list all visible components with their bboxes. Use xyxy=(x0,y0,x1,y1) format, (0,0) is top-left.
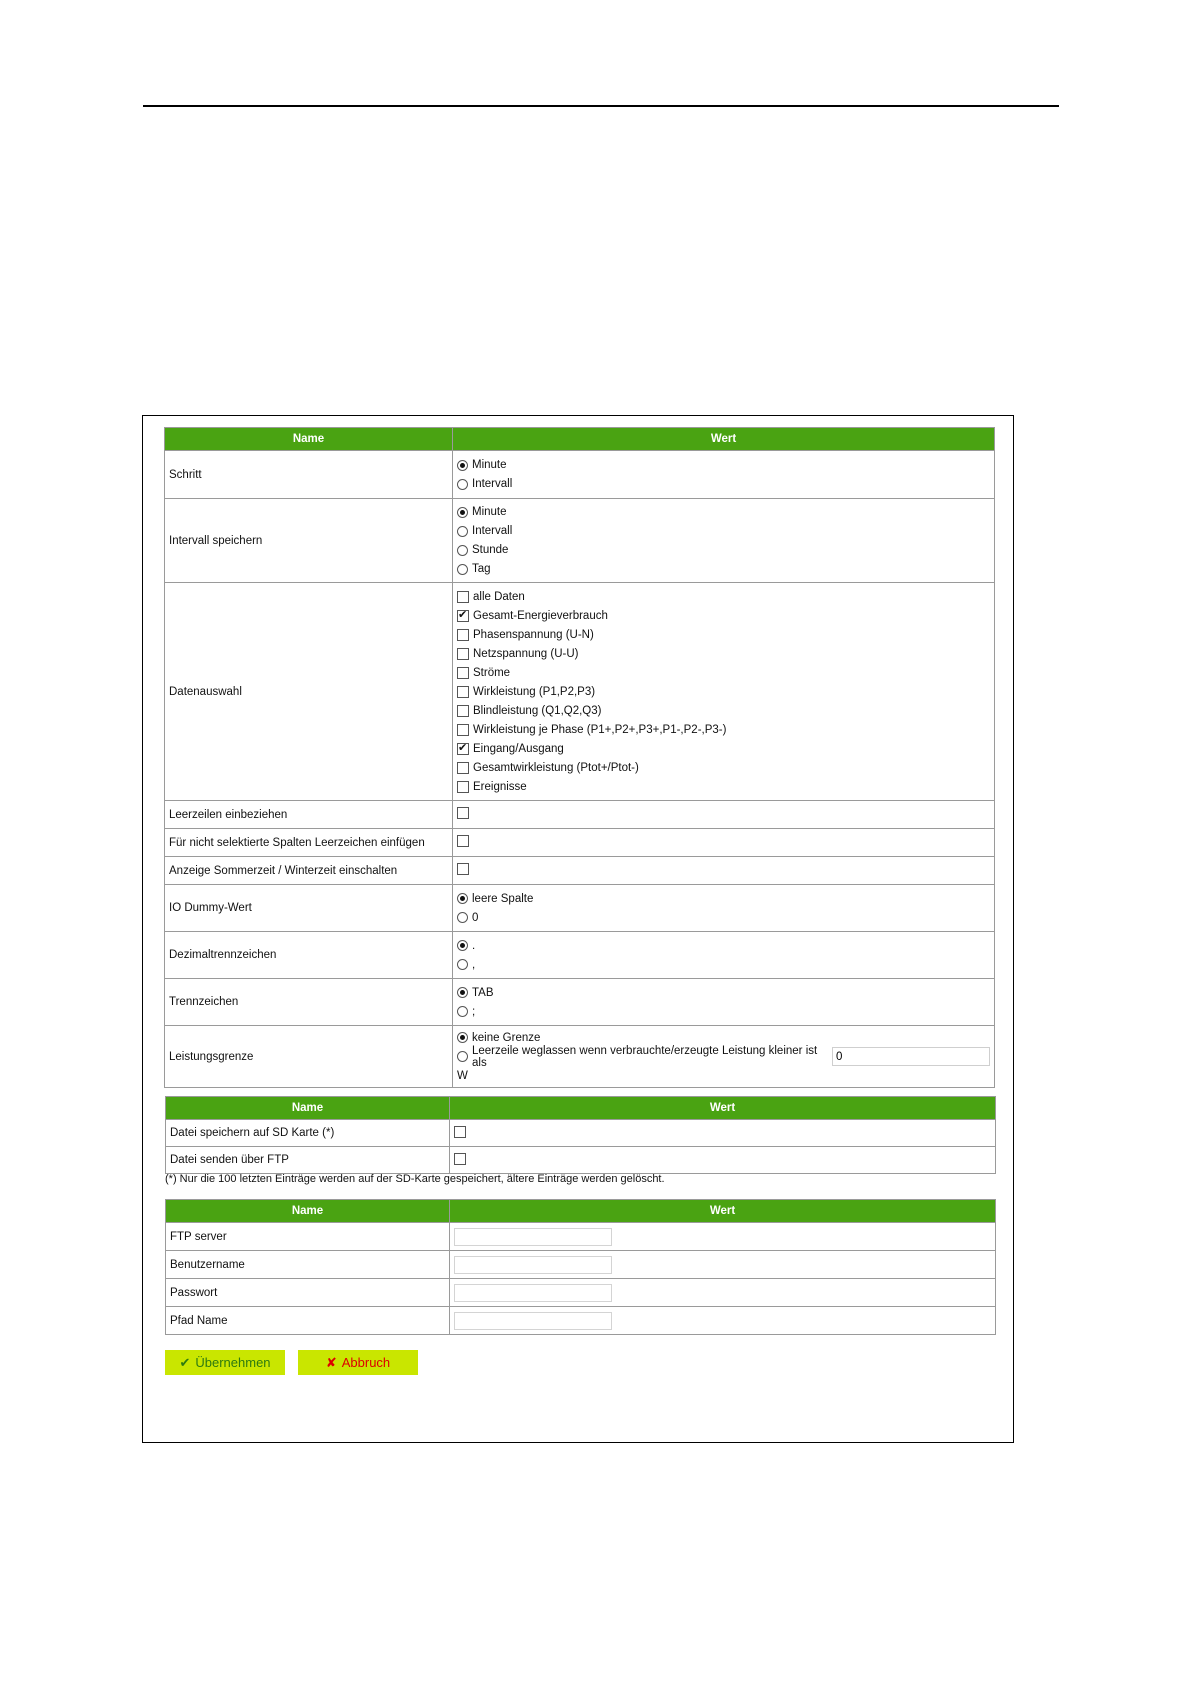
row-label-dummy: IO Dummy-Wert xyxy=(165,885,453,932)
leistung-unit: W xyxy=(457,1069,468,1082)
row-label-ftp-server: FTP server xyxy=(166,1223,450,1251)
dezimal-options xyxy=(453,932,995,979)
radio-icon[interactable] xyxy=(457,1006,468,1017)
column-header-value: Wert xyxy=(450,1097,996,1120)
row-label-dezimal: Dezimaltrennzeichen xyxy=(165,932,453,979)
column-header-value: Wert xyxy=(453,428,995,451)
apply-button[interactable] xyxy=(165,1350,285,1375)
radio-icon[interactable] xyxy=(457,987,468,998)
data-option-blindleistung[interactable]: Blindleistung (Q1,Q2,Q3) xyxy=(457,701,990,720)
ftp-value xyxy=(450,1147,996,1174)
dummy-option-leere-spalte[interactable]: leere Spalte xyxy=(457,889,990,908)
sommerzeit-value xyxy=(453,857,995,885)
leistung-options xyxy=(453,1026,995,1088)
intervall-option-stunde[interactable]: Stunde xyxy=(457,541,990,560)
row-label-leistung: Leistungsgrenze xyxy=(165,1026,453,1088)
radio-icon[interactable] xyxy=(457,959,468,970)
checkbox-icon[interactable] xyxy=(457,667,469,679)
radio-icon[interactable] xyxy=(457,545,468,556)
checkbox-icon[interactable] xyxy=(457,610,469,622)
storage-table xyxy=(165,1096,996,1174)
data-option-netzspannung[interactable]: Netzspannung (U-U) xyxy=(457,644,990,663)
dezimal-option-comma[interactable]: , xyxy=(457,955,990,974)
checkbox-icon[interactable] xyxy=(457,629,469,641)
data-option-alle-daten[interactable]: alle Daten xyxy=(457,587,990,606)
leistung-option-limit[interactable]: Leerzeile weglassen wenn verbrauchte/erzeugte Leistung kleiner ist als 0 xyxy=(457,1047,990,1066)
ftp-server-cell xyxy=(450,1223,996,1251)
leerzeilen-checkbox[interactable] xyxy=(457,807,469,819)
radio-icon[interactable] xyxy=(457,940,468,951)
data-option-ereignisse[interactable]: Ereignisse xyxy=(457,777,990,796)
radio-icon[interactable] xyxy=(457,1051,468,1062)
cancel-button[interactable] xyxy=(298,1350,418,1375)
checkbox-icon[interactable] xyxy=(457,743,469,755)
ftp-server-input[interactable] xyxy=(454,1228,612,1246)
cross-icon: ✘ xyxy=(325,1354,337,1370)
radio-icon[interactable] xyxy=(457,893,468,904)
data-option-stroeme[interactable]: Ströme xyxy=(457,663,990,682)
sd-checkbox[interactable] xyxy=(454,1126,466,1138)
data-option-wirkleistung-je-phase[interactable]: Wirkleistung je Phase (P1+,P2+,P3+,P1-,P2-,P3-) xyxy=(457,720,990,739)
row-label-schritt: Schritt xyxy=(165,451,453,499)
intervall-option-minute[interactable]: Minute xyxy=(457,503,990,522)
trenn-option-semicolon[interactable]: ; xyxy=(457,1002,990,1021)
radio-icon[interactable] xyxy=(457,1032,468,1043)
leerzeichen-value xyxy=(453,829,995,857)
intervall-option-tag[interactable]: Tag xyxy=(457,560,990,579)
row-label-passwort: Passwort xyxy=(166,1279,450,1307)
schritt-option-minute[interactable]: Minute xyxy=(457,456,990,475)
checkbox-icon[interactable] xyxy=(457,705,469,717)
intervall-option-intervall[interactable]: Intervall xyxy=(457,522,990,541)
pfad-input[interactable] xyxy=(454,1312,612,1330)
sd-card-note: (*) Nur die 100 letzten Einträge werden auf der SD-Karte gespeichert, ältere Einträge werden gelöscht. xyxy=(165,1173,665,1185)
leistung-option-keine-grenze[interactable]: keine Grenze xyxy=(457,1028,990,1047)
ftp-table xyxy=(165,1199,996,1335)
row-label-intervall: Intervall speichern xyxy=(165,499,453,583)
row-label-trenn: Trennzeichen xyxy=(165,979,453,1026)
radio-icon[interactable] xyxy=(457,507,468,518)
leerzeilen-value xyxy=(453,801,995,829)
radio-icon[interactable] xyxy=(457,526,468,537)
trenn-option-tab[interactable]: TAB xyxy=(457,983,990,1002)
checkbox-icon[interactable] xyxy=(457,648,469,660)
export-settings-table xyxy=(164,427,995,1088)
row-label-leerzeichen: Für nicht selektierte Spalten Leerzeichen einfügen xyxy=(165,829,453,857)
pfad-cell xyxy=(450,1307,996,1335)
leistung-limit-input[interactable] xyxy=(832,1047,990,1066)
cancel-button-label: Abbruch xyxy=(341,1355,391,1370)
checkbox-icon[interactable] xyxy=(457,686,469,698)
row-label-benutzername: Benutzername xyxy=(166,1251,450,1279)
checkmark-icon: ✔ xyxy=(179,1354,191,1370)
data-option-wirkleistung[interactable]: Wirkleistung (P1,P2,P3) xyxy=(457,682,990,701)
passwort-cell xyxy=(450,1279,996,1307)
row-label-leerzeilen: Leerzeilen einbeziehen xyxy=(165,801,453,829)
dummy-options xyxy=(453,885,995,932)
trenn-options xyxy=(453,979,995,1026)
radio-icon[interactable] xyxy=(457,912,468,923)
benutzername-cell xyxy=(450,1251,996,1279)
benutzername-input[interactable] xyxy=(454,1256,612,1274)
row-label-sommerzeit: Anzeige Sommerzeit / Winterzeit einschalten xyxy=(165,857,453,885)
data-option-gesamtwirkleistung[interactable]: Gesamtwirkleistung (Ptot+/Ptot-) xyxy=(457,758,990,777)
radio-icon[interactable] xyxy=(457,564,468,575)
checkbox-icon[interactable] xyxy=(457,781,469,793)
apply-button-label: Übernehmen xyxy=(195,1355,271,1370)
column-header-name: Name xyxy=(166,1200,450,1223)
row-label-ftp: Datei senden über FTP xyxy=(166,1147,450,1174)
dummy-option-zero[interactable]: 0 xyxy=(457,908,990,927)
radio-icon[interactable] xyxy=(457,460,468,471)
ftp-checkbox[interactable] xyxy=(454,1153,466,1165)
column-header-name: Name xyxy=(165,428,453,451)
checkbox-icon[interactable] xyxy=(457,762,469,774)
sd-value xyxy=(450,1120,996,1147)
checkbox-icon[interactable] xyxy=(457,591,469,603)
leerzeichen-checkbox[interactable] xyxy=(457,835,469,847)
checkbox-icon[interactable] xyxy=(457,724,469,736)
datenauswahl-options xyxy=(453,583,995,801)
row-label-datenauswahl: Datenauswahl xyxy=(165,583,453,801)
top-rule xyxy=(143,105,1059,107)
data-option-eingang-ausgang[interactable]: ✔ Eingang/Ausgang xyxy=(457,739,990,758)
column-header-value: Wert xyxy=(450,1200,996,1223)
data-option-gesamt-energieverbrauch[interactable]: ✔ Gesamt-Energieverbrauch xyxy=(457,606,990,625)
column-header-name: Name xyxy=(166,1097,450,1120)
dezimal-option-point[interactable]: . xyxy=(457,936,990,955)
sommerzeit-checkbox[interactable] xyxy=(457,863,469,875)
data-option-phasenspannung[interactable]: Phasenspannung (U-N) xyxy=(457,625,990,644)
schritt-options xyxy=(453,451,995,499)
passwort-input[interactable] xyxy=(454,1284,612,1302)
radio-icon[interactable] xyxy=(457,479,468,490)
intervall-options xyxy=(453,499,995,583)
row-label-pfad: Pfad Name xyxy=(166,1307,450,1335)
row-label-sd: Datei speichern auf SD Karte (*) xyxy=(166,1120,450,1147)
schritt-option-intervall[interactable]: Intervall xyxy=(457,475,990,494)
